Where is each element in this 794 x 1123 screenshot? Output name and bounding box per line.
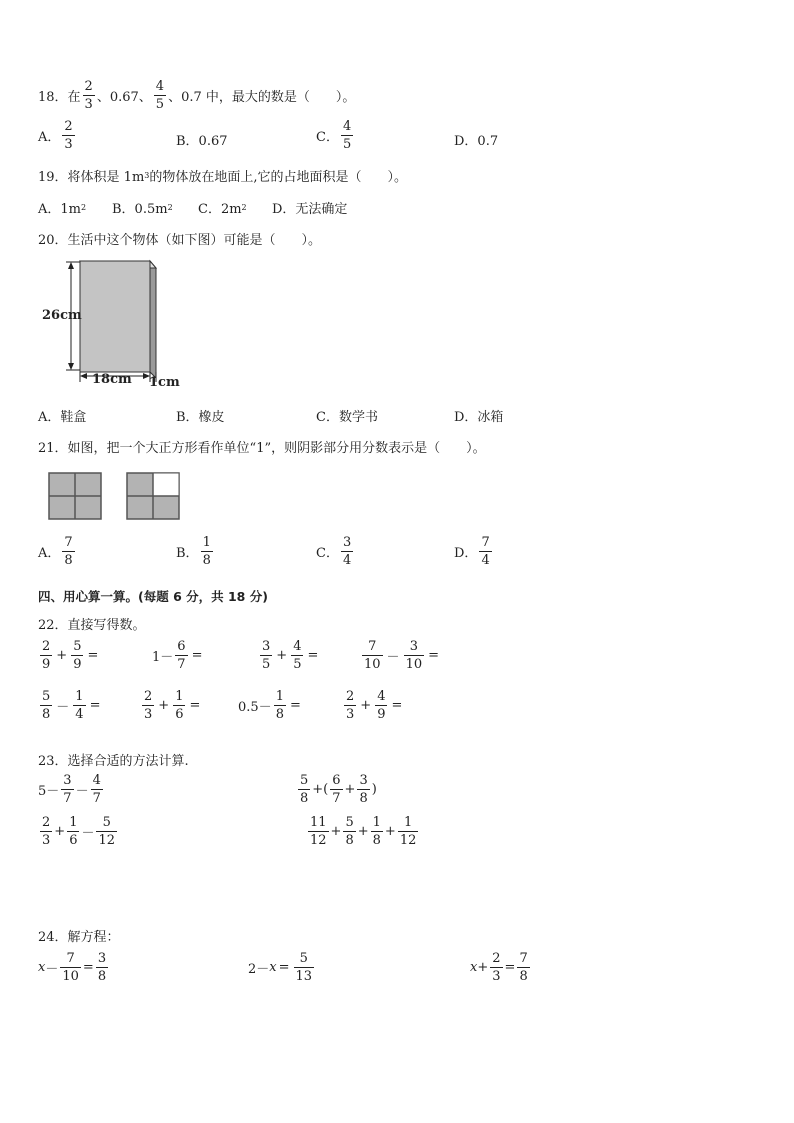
- q23-expr-2: $\frac{5}{8}$ +( $\frac{6}{7}$ + $\frac{3}{8}$ ): [300, 773, 377, 806]
- q19-option-d[interactable]: D．无法确定: [272, 202, 348, 217]
- q22-expr-5: $\frac{5}{8}$ － $\frac{1}{4}$ =: [42, 689, 101, 722]
- q21-option-c[interactable]: C． $\frac{3}{4}$: [316, 535, 352, 568]
- q20-height-label: 26cm: [42, 308, 82, 323]
- q22-expr-8: $\frac{2}{3}$ + $\frac{4}{9}$ =: [346, 689, 403, 722]
- q20-option-a[interactable]: A．鞋盒: [38, 410, 87, 425]
- q20-option-c[interactable]: C．数学书: [316, 410, 378, 425]
- q22-expr-7: 0.5－ $\frac{1}{8}$ =: [238, 689, 301, 722]
- q18-option-a[interactable]: A． $\frac{2}{3}$: [38, 119, 73, 152]
- q22-expr-6: $\frac{2}{3}$ + $\frac{1}{6}$ =: [144, 689, 201, 722]
- q18-mid1: 、0.67、: [96, 90, 152, 105]
- q21-squares-figure: [48, 472, 188, 522]
- q19-option-c[interactable]: C．2m 2: [198, 202, 247, 217]
- q19-option-a[interactable]: A．1m 2: [38, 202, 87, 217]
- q22-expr-1: $\frac{2}{9}$ + $\frac{5}{9}$ =: [42, 639, 99, 672]
- q24-equation-1: x － $\frac{7}{10}$ = $\frac{3}{8}$: [38, 951, 107, 984]
- question-24: 24．解方程：: [38, 930, 120, 945]
- q19-option-b[interactable]: B．0.5m 2: [112, 202, 173, 217]
- q18-option-c[interactable]: C． $\frac{4}{5}$: [316, 119, 352, 152]
- question-22: 22．直接写得数。: [38, 618, 146, 633]
- q21-option-d[interactable]: D． $\frac{7}{4}$: [454, 535, 490, 568]
- q20-width-label: 18cm: [92, 372, 132, 387]
- question-19: 19．将体积是 1m 3 的物体放在地面上,它的占地面积是（ ）。: [38, 170, 408, 185]
- q23-expr-1: 5－ $\frac{3}{7}$ － $\frac{4}{7}$: [38, 773, 101, 806]
- question-20: 20．生活中这个物体（如下图）可能是（ ）。: [38, 233, 322, 248]
- q20-option-b[interactable]: B．橡皮: [176, 410, 225, 425]
- q18-frac-2: $\frac{4}{5}$: [155, 79, 165, 112]
- question-18: [38, 80, 355, 111]
- q22-expr-2: 1－ $\frac{6}{7}$ =: [152, 639, 203, 672]
- q18-option-b[interactable]: B．0.67: [176, 134, 228, 149]
- q22-expr-3: $\frac{3}{5}$ + $\frac{4}{5}$ =: [262, 639, 319, 672]
- q20-option-d[interactable]: D．冰箱: [454, 410, 504, 425]
- q18-option-d[interactable]: D．0.7: [454, 134, 499, 149]
- q22-expr-4: $\frac{7}{10}$ － $\frac{3}{10}$ =: [364, 639, 440, 672]
- q23-expr-4: $\frac{11}{12}$ + $\frac{5}{8}$ + $\frac{1}{8}$ + $\frac{1}{12}$: [310, 815, 417, 848]
- q20-depth-label: 1cm: [149, 375, 180, 390]
- question-23: 23．选择合适的方法计算.: [38, 754, 189, 769]
- q21-option-a[interactable]: A． $\frac{7}{8}$: [38, 535, 73, 568]
- q18-prefix: 18．在: [38, 90, 81, 105]
- q21-option-b[interactable]: B． $\frac{1}{8}$: [176, 535, 211, 568]
- q18-frac-1: $\frac{2}{3}$: [84, 79, 93, 112]
- q18-mid2: 、0.7 中，最大的数是（ ）。: [168, 90, 356, 105]
- q24-equation-2: 2－ x = $\frac{5}{13}$: [248, 951, 313, 984]
- q24-equation-3: x + $\frac{2}{3}$ = $\frac{7}{8}$: [470, 951, 528, 984]
- q23-expr-3: $\frac{2}{3}$ + $\frac{1}{6}$ － $\frac{5}{12}$: [42, 815, 116, 848]
- question-21: 21．如图，把一个大正方形看作单位“1”，则阴影部分用分数表示是（ ）。: [38, 441, 486, 456]
- section-4-title: 四、用心算一算。(每题 6 分，共 18 分): [38, 589, 268, 604]
